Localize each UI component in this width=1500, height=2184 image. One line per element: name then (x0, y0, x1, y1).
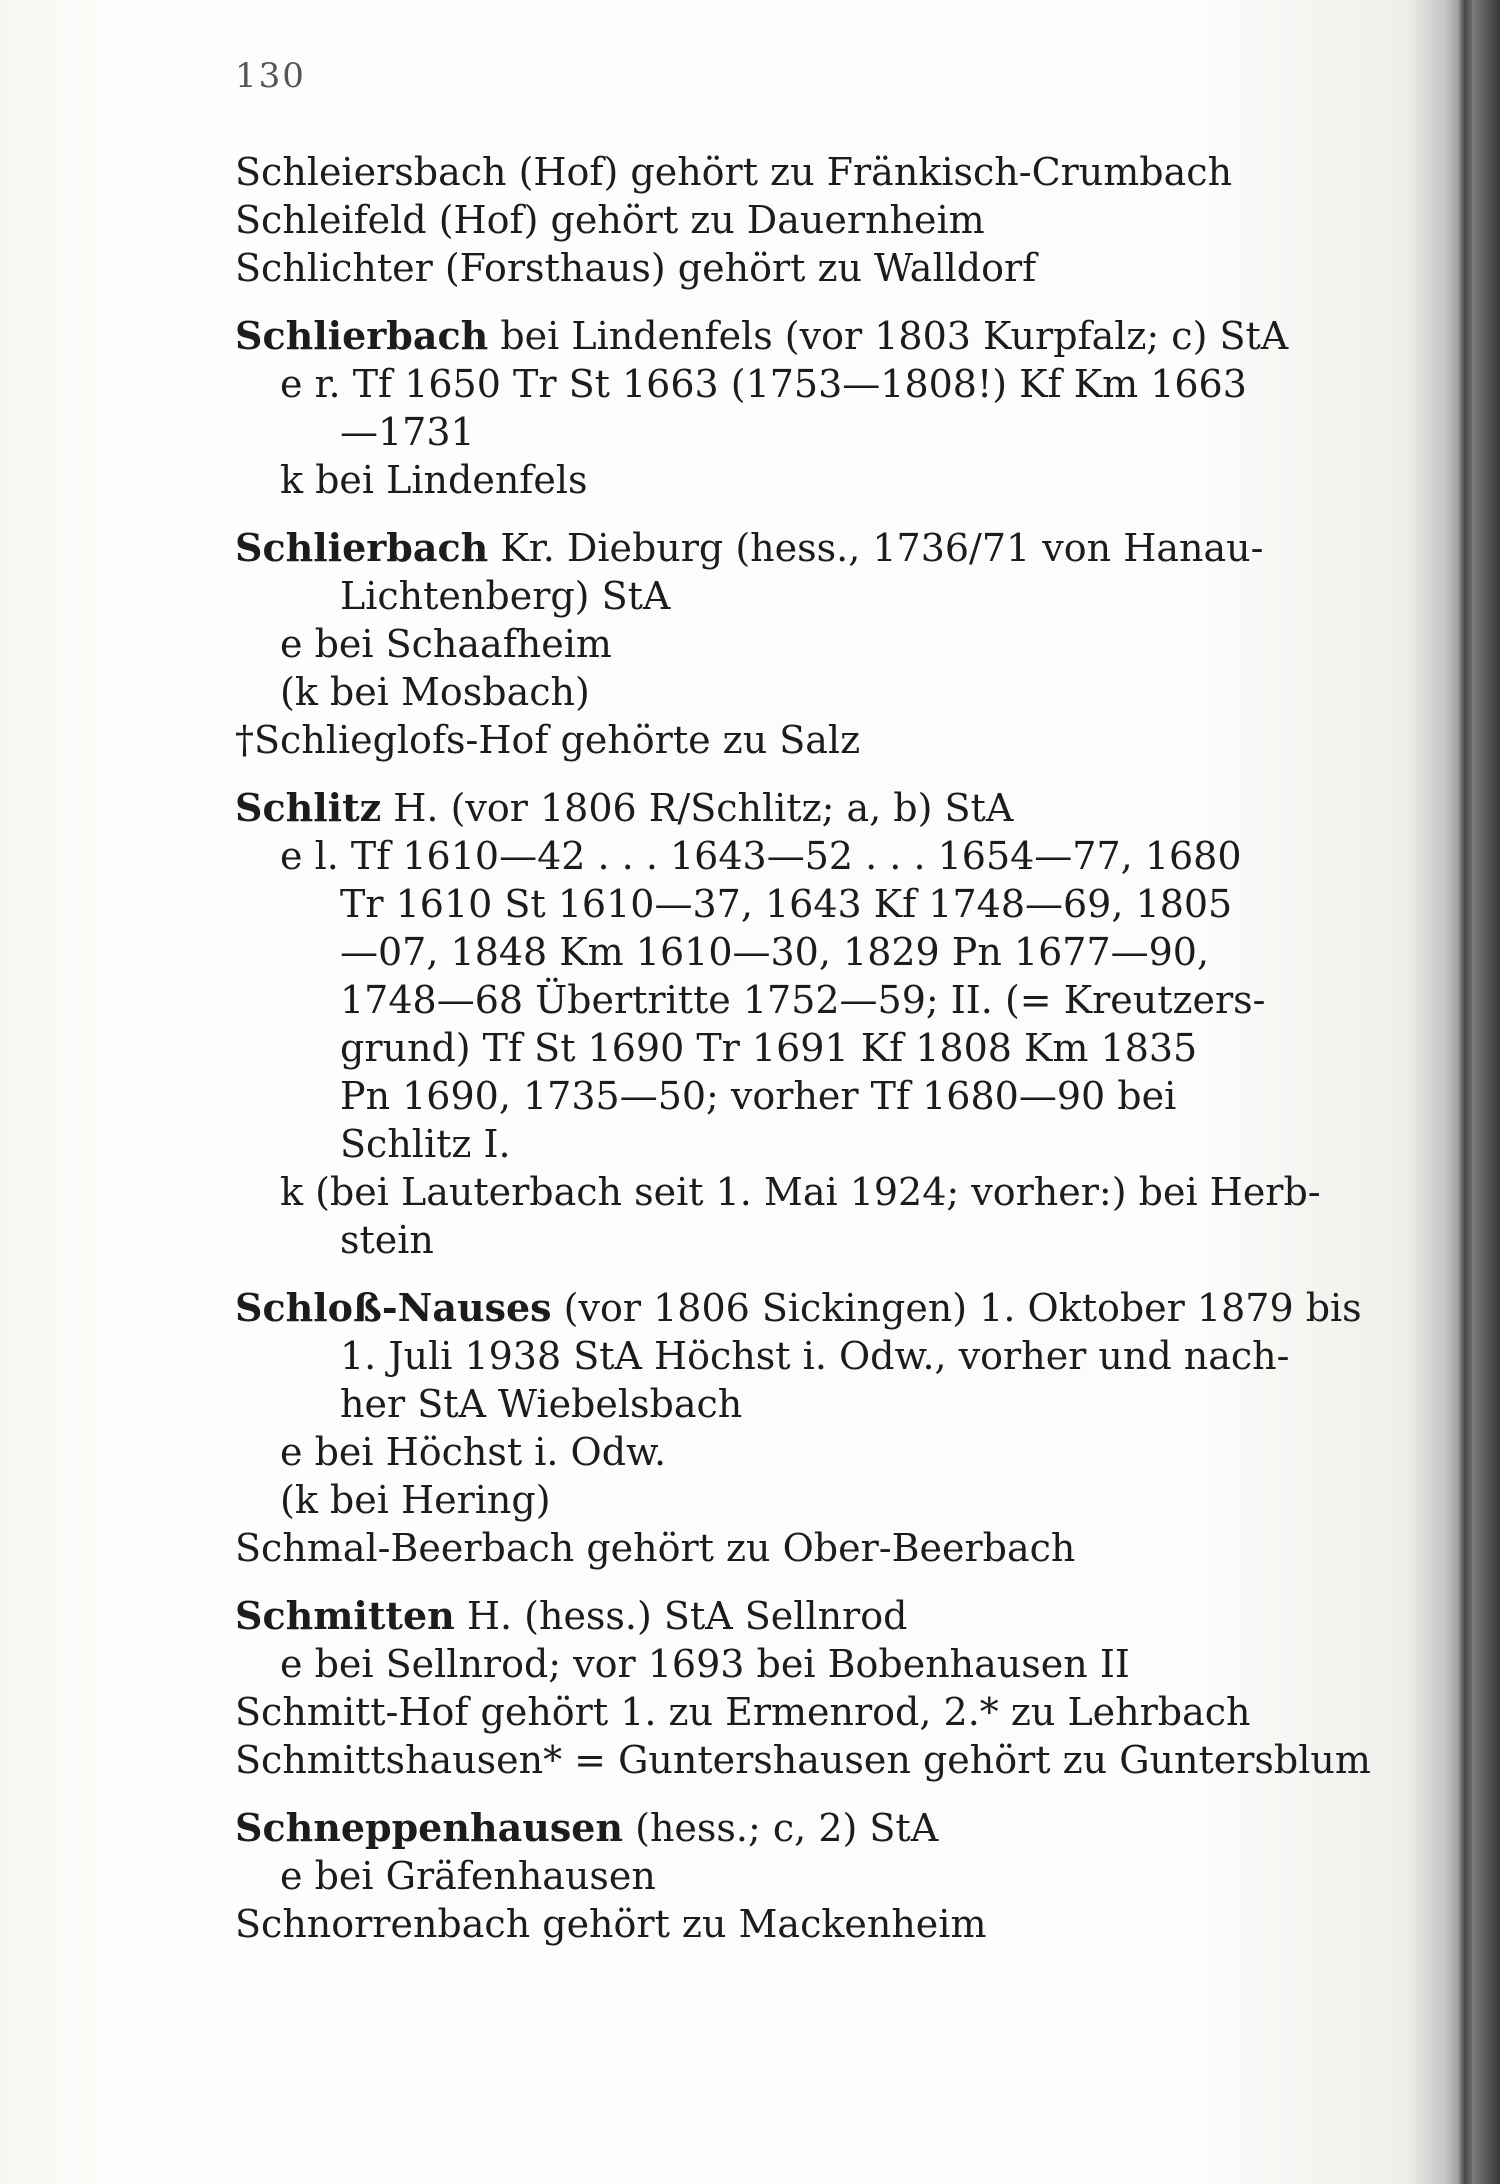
entry-line (235, 1640, 1315, 1688)
entry-line (235, 1852, 1315, 1900)
entry-text: 1. Juli 1938 StA Höchst i. Odw., vorher und nach- (340, 1334, 1290, 1378)
entry-line (235, 360, 1315, 408)
entry-headword: Schmitten (235, 1593, 455, 1638)
entry-headword: Schlitz (235, 785, 382, 830)
entry-text: Schmitt-Hof gehört 1. zu Ermenrod, 2.* zu Lehrbach (235, 1690, 1251, 1734)
entry-line (235, 1072, 1315, 1120)
entry-text: (Hof) gehört zu Dauernheim (426, 198, 985, 242)
entry-line (235, 1804, 1315, 1852)
entry-line (235, 1284, 1362, 1332)
entry-line (235, 1592, 1315, 1640)
entry-text: e bei Gräfenhausen (280, 1854, 656, 1898)
entry-text: —1731 (340, 410, 475, 454)
entry-line (235, 1332, 1315, 1380)
entry-headword: Schneppenhausen (235, 1805, 624, 1850)
entry-line (235, 668, 1315, 716)
entry-text: (k bei Hering) (280, 1478, 551, 1522)
entry-text: her StA Wiebelsbach (340, 1382, 743, 1426)
entry-line (235, 1120, 1315, 1168)
gazetteer-entries (235, 148, 1371, 1948)
entry-headword: Schlierbach (235, 313, 489, 358)
entry-line (235, 1024, 1315, 1072)
entry-line (235, 456, 1315, 504)
entry-line (235, 148, 1315, 196)
entry-headword: Schlierbach (235, 525, 489, 570)
page-number: 130 (235, 56, 306, 96)
entry-line (235, 408, 1315, 456)
entry-text: k (bei Lauterbach seit 1. Mai 1924; vorher:) bei Herb- (280, 1170, 1321, 1214)
entry-text: stein (340, 1218, 434, 1262)
entry-text: e l. Tf 1610—42 . . . 1643—52 . . . 1654—77, 1680 (280, 834, 1242, 878)
entry-text: Lichtenberg) StA (340, 574, 671, 618)
entry-line (235, 244, 1315, 292)
entry-text: H. (vor 1806 R/Schlitz; a, b) StA (381, 786, 1014, 830)
entry-text: Kr. Dieburg (hess., 1736/71 von Hanau- (488, 526, 1264, 570)
entry-text: Schmittshausen* = Guntershausen gehört zu Guntersblum (235, 1738, 1371, 1782)
entry-text: (vor 1806 Sickingen) 1. Oktober 1879 bis (551, 1286, 1362, 1330)
entry-headword: Schleifeld (235, 198, 427, 242)
book-spine-band (1458, 0, 1472, 2184)
entry-text: 1748—68 Übertritte 1752—59; II. (= Kreutzers- (340, 978, 1266, 1022)
book-spine-shadow (1408, 0, 1500, 2184)
entry-text: k bei Lindenfels (280, 458, 588, 502)
entry-text: bei Lindenfels (vor 1803 Kurpfalz; c) StA (488, 314, 1289, 358)
entry-line (235, 1900, 1315, 1948)
entry-headword: Schleiersbach (235, 150, 507, 194)
entry-text: e bei Sellnrod; vor 1693 bei Bobenhausen II (280, 1642, 1130, 1686)
entry-text: H. (hess.) StA Sellnrod (454, 1594, 908, 1638)
entry-line (235, 1428, 1315, 1476)
entry-line (235, 196, 1315, 244)
entry-headword: Schloß-Nauses (235, 1285, 552, 1330)
entry-line (235, 312, 1315, 360)
entry-text: Schlitz I. (340, 1122, 511, 1166)
entry-line (235, 976, 1315, 1024)
entry-line (235, 784, 1315, 832)
entry-line (235, 1216, 1315, 1264)
entry-text: (Forsthaus) gehört zu Walldorf (432, 246, 1037, 290)
entry-line (235, 1380, 1315, 1428)
entry-text: (hess.; c, 2) StA (623, 1806, 939, 1850)
entry-text: (Hof) gehört zu Fränkisch-Crumbach (506, 150, 1233, 194)
entry-text: (k bei Mosbach) (280, 670, 590, 714)
entry-line (235, 524, 1315, 572)
entry-line (235, 716, 1315, 764)
entry-text: e bei Höchst i. Odw. (280, 1430, 667, 1474)
entry-headword: Schlichter (235, 246, 433, 290)
entry-text: e r. Tf 1650 Tr St 1663 (1753—1808!) Kf Km 1663 (280, 362, 1247, 406)
entry-text: Schnorrenbach gehört zu Mackenheim (235, 1902, 987, 1946)
entry-line (235, 1736, 1371, 1784)
entry-line (235, 572, 1315, 620)
entry-line (235, 1524, 1315, 1572)
entry-text: †Schlieglofs-Hof gehörte zu Salz (235, 718, 861, 762)
entry-line (235, 620, 1315, 668)
entry-line (235, 880, 1315, 928)
entry-line (235, 1688, 1315, 1736)
entry-text: e bei Schaafheim (280, 622, 612, 666)
entry-text: Pn 1690, 1735—50; vorher Tf 1680—90 bei (340, 1074, 1177, 1118)
entry-line (235, 928, 1315, 976)
entry-line (235, 1168, 1321, 1216)
entry-line (235, 832, 1315, 880)
entry-text: Tr 1610 St 1610—37, 1643 Kf 1748—69, 1805 (340, 882, 1233, 926)
entry-text: grund) Tf St 1690 Tr 1691 Kf 1808 Km 1835 (340, 1026, 1198, 1070)
entry-text: Schmal-Beerbach gehört zu Ober-Beerbach (235, 1526, 1076, 1570)
entry-line (235, 1476, 1315, 1524)
entry-text: —07, 1848 Km 1610—30, 1829 Pn 1677—90, (340, 930, 1210, 974)
